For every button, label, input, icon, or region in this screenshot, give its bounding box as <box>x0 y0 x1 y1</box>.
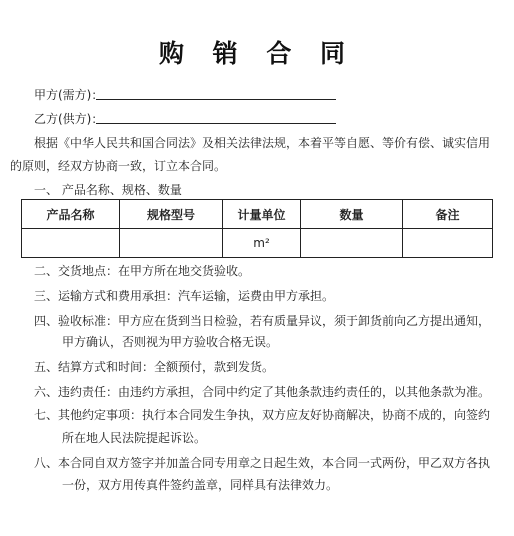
clause-inspection-line-2: 甲方确认，否则视为甲方验收合格无误。 <box>62 335 279 349</box>
cell-spec-model <box>120 229 223 258</box>
column-header-unit: 计量单位 <box>223 200 301 229</box>
contract-title: 购 销 合 同 <box>158 39 356 68</box>
table-row <box>22 229 493 258</box>
clause-payment: 五、结算方式和时间：全额预付，款到发货。 <box>34 360 275 374</box>
cell-remarks <box>403 229 493 258</box>
cell-quantity <box>301 229 403 258</box>
intro-paragraph-line-2: 的原则，经双方协商一致，订立本合同。 <box>10 159 227 173</box>
clause-dispute-line-2: 所在地人民法院提起诉讼。 <box>62 431 207 445</box>
column-header-remarks: 备注 <box>403 200 493 229</box>
clause-effect-line-2: 一份，双方用传真件签约盖章，同样具有法律效力。 <box>62 478 339 492</box>
product-table-header-row <box>22 200 493 229</box>
clause-dispute-line-1: 七、其他约定事项：执行本合同发生争执，双方应友好协商解决，协商不成的，向签约 <box>34 408 491 422</box>
party-a-label: 甲方(需方)： <box>34 88 104 102</box>
cell-product-name <box>22 229 120 258</box>
party-a-blank-line <box>96 99 336 100</box>
clause-transport: 三、运输方式和费用承担：汽车运输，运费由甲方承担。 <box>34 289 335 303</box>
intro-paragraph-line-1: 根据《中华人民共和国合同法》及相关法律法规，本着平等自愿、等价有偿、诚实信用 <box>34 136 491 150</box>
column-header-quantity: 数量 <box>301 200 403 229</box>
party-b-blank-line <box>96 123 336 124</box>
clause-inspection-line-1: 四、验收标准：甲方应在货到当日检验，若有质量异议，须于卸货前向乙方提出通知， <box>34 314 491 328</box>
product-table <box>21 199 493 258</box>
party-b-label: 乙方(供方)： <box>34 112 104 126</box>
clause-effect-line-1: 八、本合同自双方签字并加盖合同专用章之日起生效，本合同一式两份，甲乙双方各执 <box>34 456 491 470</box>
section-1-heading: 一、 产品名称、规格、数量 <box>34 183 182 197</box>
cell-unit: m² <box>223 229 301 258</box>
clause-delivery: 二、交货地点：在甲方所在地交货验收。 <box>34 264 251 278</box>
column-header-product-name: 产品名称 <box>22 200 120 229</box>
clause-liability: 六、违约责任：由违约方承担，合同中约定了其他条款违约责任的，以其他条款为准。 <box>34 385 491 399</box>
column-header-spec-model: 规格型号 <box>120 200 223 229</box>
